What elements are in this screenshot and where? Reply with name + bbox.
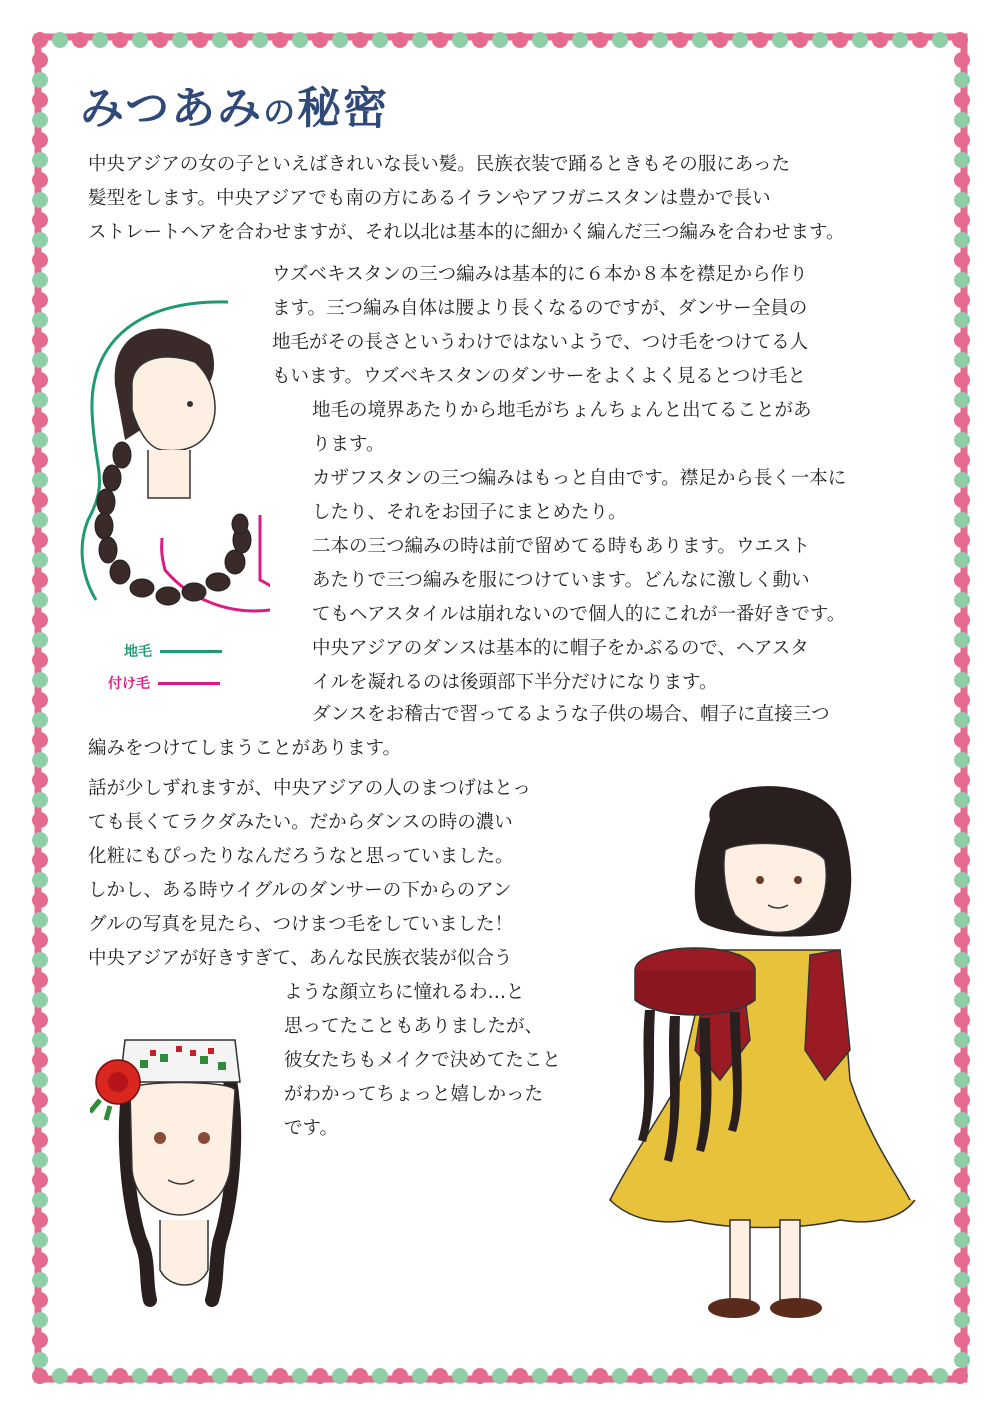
border-scallop xyxy=(954,1352,970,1368)
border-scallop xyxy=(32,1312,48,1328)
child-paragraph xyxy=(88,698,830,766)
border-scallop xyxy=(954,112,970,128)
border-scallop xyxy=(552,1368,568,1384)
border-scallop xyxy=(512,32,528,48)
border-scallop xyxy=(32,572,48,588)
text-line: 化粧にもぴったりなんだろうなと思っていました。 xyxy=(88,846,514,867)
border-scallop xyxy=(954,972,970,988)
border-scallop xyxy=(954,1192,970,1208)
border-scallop xyxy=(954,852,970,868)
border-scallop xyxy=(652,32,668,48)
border-scallop xyxy=(954,1312,970,1328)
border-scallop xyxy=(32,532,48,548)
border-scallop xyxy=(32,392,48,408)
border-scallop xyxy=(954,1272,970,1288)
border-scallop xyxy=(192,32,208,48)
border-scallop xyxy=(32,192,48,208)
border-scallop xyxy=(954,992,970,1008)
border-scallop xyxy=(954,412,970,428)
border-scallop xyxy=(752,32,768,48)
border-scallop xyxy=(32,1232,48,1248)
legend-extension-hair xyxy=(108,673,220,693)
border-scallop xyxy=(954,392,970,408)
border-scallop xyxy=(92,32,108,48)
border-scallop xyxy=(954,72,970,88)
border-scallop xyxy=(954,1072,970,1088)
border-scallop xyxy=(954,512,970,528)
text-line: ても長くてラクダみたい。だからダンスの時の濃い xyxy=(88,812,513,833)
text-line: です。 xyxy=(284,1118,339,1139)
border-scallop xyxy=(32,512,48,528)
border-scallop xyxy=(954,232,970,248)
border-scallop xyxy=(632,32,648,48)
legend-natural-hair xyxy=(124,641,222,661)
border-scallop xyxy=(52,1368,68,1384)
border-scallop xyxy=(392,32,408,48)
border-scallop xyxy=(212,32,228,48)
text-line: グルの写真を見たら、つけまつ毛をしていました！ xyxy=(88,914,513,935)
border-scallop xyxy=(252,1368,268,1384)
border-scallop xyxy=(32,1052,48,1068)
border-scallop xyxy=(452,32,468,48)
border-scallop xyxy=(712,32,728,48)
border-scallop xyxy=(952,1368,968,1384)
border-scallop xyxy=(312,1368,328,1384)
border-scallop xyxy=(692,1368,708,1384)
border-scallop xyxy=(32,1292,48,1308)
border-scallop xyxy=(954,772,970,788)
border-scallop xyxy=(954,1052,970,1068)
border-scallop xyxy=(32,892,48,908)
border-scallop xyxy=(32,1072,48,1088)
border-scallop xyxy=(32,1112,48,1128)
border-scallop xyxy=(954,192,970,208)
border-scallop xyxy=(954,832,970,848)
border-scallop xyxy=(954,52,970,68)
border-scallop xyxy=(954,532,970,548)
border-scallop xyxy=(954,1212,970,1228)
border-scallop xyxy=(32,672,48,688)
border-scallop xyxy=(272,32,288,48)
border-scallop xyxy=(32,1332,48,1348)
border-scallop xyxy=(32,92,48,108)
border-scallop xyxy=(612,1368,628,1384)
border-scallop xyxy=(32,332,48,348)
border-scallop xyxy=(32,232,48,248)
border-scallop xyxy=(32,1272,48,1288)
text-line: 中央アジアの女の子といえばきれいな長い髪。民族衣装で踊るときもその服にあった xyxy=(88,154,791,175)
border-scallop xyxy=(692,32,708,48)
border-scallop xyxy=(812,32,828,48)
border-scallop xyxy=(32,112,48,128)
border-scallop xyxy=(954,812,970,828)
border-scallop xyxy=(132,32,148,48)
border-scallop xyxy=(32,1032,48,1048)
border-scallop xyxy=(32,732,48,748)
border-scallop xyxy=(292,32,308,48)
border-scallop xyxy=(952,32,968,48)
border-scallop xyxy=(32,312,48,328)
border-scallop xyxy=(192,1368,208,1384)
border-scallop xyxy=(32,912,48,928)
border-scallop xyxy=(32,212,48,228)
text-line: ります。 xyxy=(312,434,385,455)
border-scallop xyxy=(32,832,48,848)
border-scallop xyxy=(954,1232,970,1248)
border-scallop xyxy=(912,1368,928,1384)
border-scallop xyxy=(472,32,488,48)
border-scallop xyxy=(954,1332,970,1348)
border-scallop xyxy=(954,612,970,628)
border-scallop xyxy=(472,1368,488,1384)
border-scallop xyxy=(32,1212,48,1228)
border-scallop xyxy=(954,332,970,348)
border-scallop xyxy=(92,1368,108,1384)
border-scallop xyxy=(32,1012,48,1028)
border-scallop xyxy=(412,1368,428,1384)
border-scallop xyxy=(212,1368,228,1384)
border-scallop xyxy=(252,32,268,48)
girl-with-hat-illustration xyxy=(600,780,920,1350)
border-scallop xyxy=(872,32,888,48)
border-scallop xyxy=(572,1368,588,1384)
border-scallop xyxy=(32,352,48,368)
border-scallop xyxy=(954,892,970,908)
text-line: もいます。ウズベキスタンのダンサーをよくよく見るとつけ毛と xyxy=(272,366,806,387)
border-scallop xyxy=(32,132,48,148)
text-line: ダンスをお稽古で習ってるような子供の場合、帽子に直接三つ xyxy=(312,704,830,725)
border-scallop xyxy=(232,32,248,48)
border-scallop xyxy=(152,1368,168,1384)
border-scallop xyxy=(772,1368,788,1384)
border-scallop xyxy=(954,552,970,568)
border-scallop xyxy=(512,1368,528,1384)
border-scallop xyxy=(312,32,328,48)
border-scallop xyxy=(954,432,970,448)
border-scallop xyxy=(32,972,48,988)
border-scallop xyxy=(954,492,970,508)
border-scallop xyxy=(32,652,48,668)
text-line: ような顔立ちに憧れるわ…と xyxy=(284,982,525,1003)
border-scallop xyxy=(954,652,970,668)
border-scallop xyxy=(172,32,188,48)
border-scallop xyxy=(592,1368,608,1384)
border-scallop xyxy=(32,252,48,268)
border-scallop xyxy=(412,32,428,48)
border-scallop xyxy=(172,1368,188,1384)
border-scallop xyxy=(954,352,970,368)
border-scallop xyxy=(954,912,970,928)
border-scallop xyxy=(954,472,970,488)
border-scallop xyxy=(954,732,970,748)
border-scallop xyxy=(492,32,508,48)
border-scallop xyxy=(32,932,48,948)
legend-label: 付け毛 xyxy=(108,676,150,692)
text-line: ストレートヘアを合わせますが、それ以北は基本的に細かく編んだ三つ編みを合わせます。 xyxy=(88,222,845,243)
text-line: 思ってたこともありましたが、 xyxy=(284,1016,544,1037)
border-scallop xyxy=(932,32,948,48)
border-scallop xyxy=(32,52,48,68)
border-scallop xyxy=(332,1368,348,1384)
border-scallop xyxy=(954,152,970,168)
border-scallop xyxy=(954,292,970,308)
border-scallop xyxy=(492,1368,508,1384)
border-scallop xyxy=(432,32,448,48)
border-scallop xyxy=(732,32,748,48)
border-scallop xyxy=(292,1368,308,1384)
border-scallop xyxy=(32,32,48,48)
border-scallop xyxy=(32,632,48,648)
border-scallop xyxy=(892,1368,908,1384)
border-scallop xyxy=(672,1368,688,1384)
title-rest: 秘密 xyxy=(297,83,390,134)
border-scallop xyxy=(32,1352,48,1368)
border-scallop xyxy=(32,712,48,728)
text-line: イルを凝れるのは後頭部下半分だけになります。 xyxy=(312,672,718,693)
border-scallop xyxy=(152,32,168,48)
text-line: てもヘアスタイルは崩れないので個人的にこれが一番好きです。 xyxy=(312,604,846,625)
border-scallop xyxy=(32,872,48,888)
border-scallop xyxy=(712,1368,728,1384)
text-line: ウズベキスタンの三つ編みは基本的に６本か８本を襟足から作り xyxy=(272,264,808,285)
border-scallop xyxy=(954,272,970,288)
border-scallop xyxy=(954,92,970,108)
border-scallop xyxy=(552,32,568,48)
border-scallop xyxy=(232,1368,248,1384)
text-line: 地毛の境界あたりから地毛がちょんちょんと出てることがあ xyxy=(312,400,812,421)
border-scallop xyxy=(954,252,970,268)
border-scallop xyxy=(72,32,88,48)
border-scallop xyxy=(932,1368,948,1384)
border-scallop xyxy=(52,32,68,48)
border-scallop xyxy=(954,1112,970,1128)
border-scallop xyxy=(112,32,128,48)
border-scallop xyxy=(652,1368,668,1384)
border-scallop xyxy=(592,32,608,48)
border-scallop xyxy=(954,792,970,808)
border-scallop xyxy=(832,1368,848,1384)
border-scallop xyxy=(332,32,348,48)
border-scallop xyxy=(954,1292,970,1308)
border-scallop xyxy=(32,792,48,808)
border-scallop xyxy=(954,932,970,948)
border-scallop xyxy=(954,1032,970,1048)
border-scallop xyxy=(792,1368,808,1384)
border-scallop xyxy=(792,32,808,48)
border-scallop xyxy=(32,1172,48,1188)
border-scallop xyxy=(32,1092,48,1108)
border-scallop xyxy=(32,412,48,428)
border-scallop xyxy=(892,32,908,48)
border-scallop xyxy=(852,32,868,48)
braid-paragraph xyxy=(272,258,808,394)
legend-swatch xyxy=(160,650,222,653)
legend-label: 地毛 xyxy=(124,644,152,660)
border-scallop xyxy=(32,1368,48,1384)
border-scallop xyxy=(32,152,48,168)
border-scallop xyxy=(872,1368,888,1384)
border-scallop xyxy=(954,692,970,708)
border-scallop xyxy=(452,1368,468,1384)
border-scallop xyxy=(372,1368,388,1384)
border-scallop xyxy=(954,572,970,588)
border-scallop xyxy=(772,32,788,48)
border-scallop xyxy=(954,1152,970,1168)
text-line: あたりで三つ編みを服につけています。どんなに激しく動い xyxy=(312,570,810,591)
border-scallop xyxy=(32,1192,48,1208)
border-scallop xyxy=(32,952,48,968)
border-scallop xyxy=(32,552,48,568)
border-scallop xyxy=(32,852,48,868)
border-scallop xyxy=(832,32,848,48)
border-scallop xyxy=(32,1252,48,1268)
border-scallop xyxy=(672,32,688,48)
border-scallop xyxy=(32,472,48,488)
text-line: しかし、ある時ウイグルのダンサーの下からのアン xyxy=(88,880,512,901)
border-scallop xyxy=(732,1368,748,1384)
border-scallop xyxy=(954,1252,970,1268)
border-scallop xyxy=(32,612,48,628)
border-scallop xyxy=(352,32,368,48)
text-line: ます。三つ編み自体は腰より長くなるのですが、ダンサー全員の xyxy=(272,298,808,319)
text-line: 中央アジアのダンスは基本的に帽子をかぶるので、ヘアスタ xyxy=(312,638,809,659)
border-scallop xyxy=(954,372,970,388)
text-line: したり、それをお団子にまとめたり。 xyxy=(312,502,627,523)
border-scallop xyxy=(954,752,970,768)
text-line: 地毛がその長さというわけではないようで、つけ毛をつけてる人 xyxy=(272,332,809,353)
border-scallop xyxy=(112,1368,128,1384)
border-scallop xyxy=(954,1092,970,1108)
border-scallop xyxy=(132,1368,148,1384)
border-scallop xyxy=(32,292,48,308)
border-scallop xyxy=(32,272,48,288)
title-particle: の xyxy=(263,93,298,131)
border-scallop xyxy=(752,1368,768,1384)
braid-illustration xyxy=(70,300,270,640)
border-scallop xyxy=(32,592,48,608)
border-scallop xyxy=(432,1368,448,1384)
border-scallop xyxy=(32,752,48,768)
border-scallop xyxy=(954,452,970,468)
border-scallop xyxy=(954,712,970,728)
border-scallop xyxy=(954,592,970,608)
border-scallop xyxy=(352,1368,368,1384)
border-scallop xyxy=(32,72,48,88)
border-scallop xyxy=(632,1368,648,1384)
page-title xyxy=(80,72,389,136)
border-scallop xyxy=(954,872,970,888)
border-scallop xyxy=(612,32,628,48)
border-scallop xyxy=(392,1368,408,1384)
border-scallop xyxy=(532,1368,548,1384)
title-main: みつあみ xyxy=(80,83,264,134)
text-line: 話が少しずれますが、中央アジアの人のまつげはとっ xyxy=(88,778,531,799)
border-scallop xyxy=(912,32,928,48)
dancer-face-illustration xyxy=(90,1020,270,1310)
border-scallop xyxy=(32,452,48,468)
text-line: 中央アジアが好きすぎて、あんな民族衣装が似合う xyxy=(88,948,513,969)
border-scallop xyxy=(954,952,970,968)
border-scallop xyxy=(32,992,48,1008)
border-scallop xyxy=(32,372,48,388)
border-scallop xyxy=(954,1132,970,1148)
border-scallop xyxy=(372,32,388,48)
border-scallop xyxy=(954,312,970,328)
border-scallop xyxy=(532,32,548,48)
text-line: 編みをつけてしまうことがあります。 xyxy=(88,738,402,759)
border-scallop xyxy=(852,1368,868,1384)
border-scallop xyxy=(954,172,970,188)
border-scallop xyxy=(32,772,48,788)
border-scallop xyxy=(72,1368,88,1384)
border-scallop xyxy=(954,1172,970,1188)
text-line: 彼女たちもメイクで決めてたこと xyxy=(284,1050,561,1071)
border-scallop xyxy=(32,812,48,828)
border-scallop xyxy=(32,1152,48,1168)
text-line: 髪型をします。中央アジアでも南の方にあるイランやアフガニスタンは豊かで長い xyxy=(88,188,771,209)
border-scallop xyxy=(954,212,970,228)
border-scallop xyxy=(954,632,970,648)
braid-paragraph-continued xyxy=(312,394,846,700)
eyelash-paragraph xyxy=(88,772,531,976)
border-scallop xyxy=(572,32,588,48)
intro-paragraph xyxy=(88,148,844,250)
border-scallop xyxy=(954,1012,970,1028)
border-scallop xyxy=(812,1368,828,1384)
text-line: がわかってちょっと嬉しかった xyxy=(284,1084,544,1105)
border-scallop xyxy=(954,132,970,148)
text-line: カザフスタンの三つ編みはもっと自由です。襟足から長く一本に xyxy=(312,468,847,489)
border-scallop xyxy=(954,672,970,688)
border-scallop xyxy=(32,172,48,188)
border-scallop xyxy=(32,692,48,708)
border-scallop xyxy=(272,1368,288,1384)
eyelash-paragraph-continued xyxy=(284,976,561,1146)
border-scallop xyxy=(32,1132,48,1148)
text-line: 二本の三つ編みの時は前で留めてる時もあります。ウエスト xyxy=(312,536,811,557)
border-scallop xyxy=(32,432,48,448)
legend-swatch xyxy=(158,682,220,685)
border-scallop xyxy=(32,492,48,508)
